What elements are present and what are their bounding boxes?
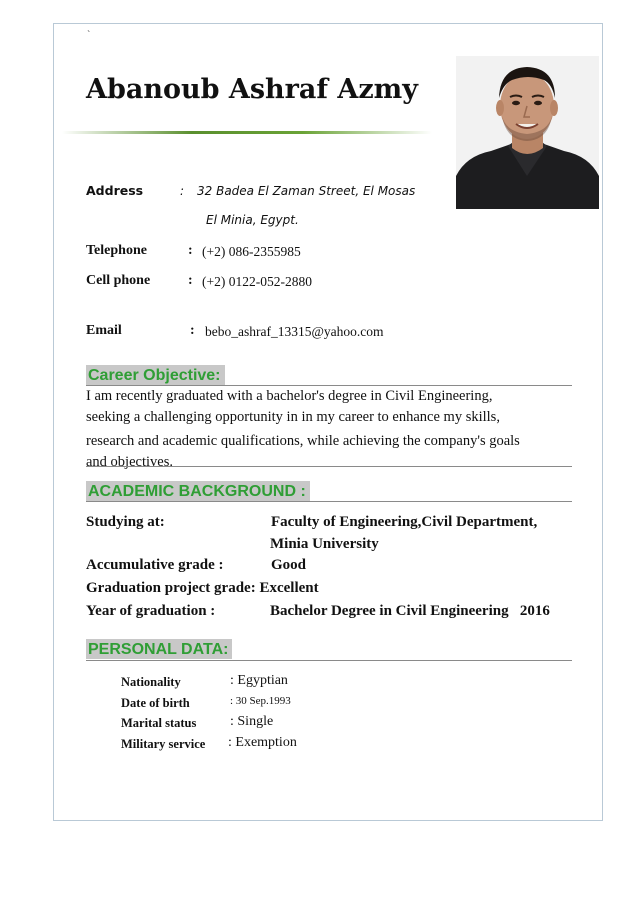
personal-rule <box>86 660 572 661</box>
career-objective-text <box>86 386 572 473</box>
nationality-value: : Egyptian <box>230 673 288 688</box>
telephone-label: Telephone <box>86 243 147 258</box>
cell-phone-value: (+2) 0122-052-2880 <box>202 274 312 289</box>
career-line: and objectives. <box>86 454 173 470</box>
stray-mark: ` <box>87 30 91 41</box>
personal-data-heading: PERSONAL DATA: <box>86 639 232 659</box>
academic-rule <box>86 501 572 502</box>
address-label: Address <box>86 183 144 198</box>
career-line: I am recently graduated with a bachelor's degree in Civil Engineering, <box>86 388 493 404</box>
project-grade-value: Excellent <box>259 580 319 596</box>
graduation-year-label: Year of graduation : <box>86 603 216 619</box>
studying-value-line2: Minia University <box>270 536 379 552</box>
marital-status-label: Marital status <box>121 716 197 730</box>
project-grade-label: Graduation project grade: <box>86 580 256 596</box>
email-colon: : <box>190 323 195 338</box>
career-objective-heading: Career Objective: <box>86 365 225 385</box>
profile-photo <box>456 56 599 209</box>
email-value: bebo_ashraf_13315@yahoo.com <box>205 324 384 339</box>
candidate-name: Abanoub Ashraf Azmy <box>86 74 418 105</box>
studying-label: Studying at: <box>86 514 165 530</box>
project-grade-row <box>86 580 319 597</box>
marital-status-value: : Single <box>230 714 274 729</box>
studying-value-line1: Faculty of Engineering,Civil Department, <box>271 514 538 530</box>
date-of-birth-label: Date of birth <box>121 696 190 710</box>
telephone-colon: : <box>188 243 193 258</box>
grade-label: Accumulative grade : <box>86 557 224 573</box>
address-line2: El Minia, Egypt. <box>206 213 299 227</box>
cell-phone-colon: : <box>188 273 193 288</box>
military-service-value: : Exemption <box>228 735 297 750</box>
graduation-year-value: Bachelor Degree in Civil Engineering 2016 <box>270 603 550 619</box>
cell-phone-label: Cell phone <box>86 273 151 288</box>
academic-background-heading: ACADEMIC BACKGROUND : <box>86 481 310 501</box>
career-bottom-rule <box>86 466 572 467</box>
address-line1: 32 Badea El Zaman Street, El Mosas <box>197 184 416 198</box>
career-line: research and academic qualifications, while achieving the company's goals <box>86 433 520 449</box>
career-line: seeking a challenging opportunity in in my career to enhance my skills, <box>86 409 500 425</box>
telephone-value: (+2) 086-2355985 <box>202 244 301 259</box>
nationality-label: Nationality <box>121 675 181 689</box>
grade-value: Good <box>271 557 307 573</box>
email-label: Email <box>86 323 122 338</box>
military-service-label: Military service <box>121 737 206 751</box>
name-underline <box>62 131 432 134</box>
date-of-birth-value: : 30 Sep.1993 <box>230 695 291 707</box>
address-colon: : <box>180 184 185 198</box>
